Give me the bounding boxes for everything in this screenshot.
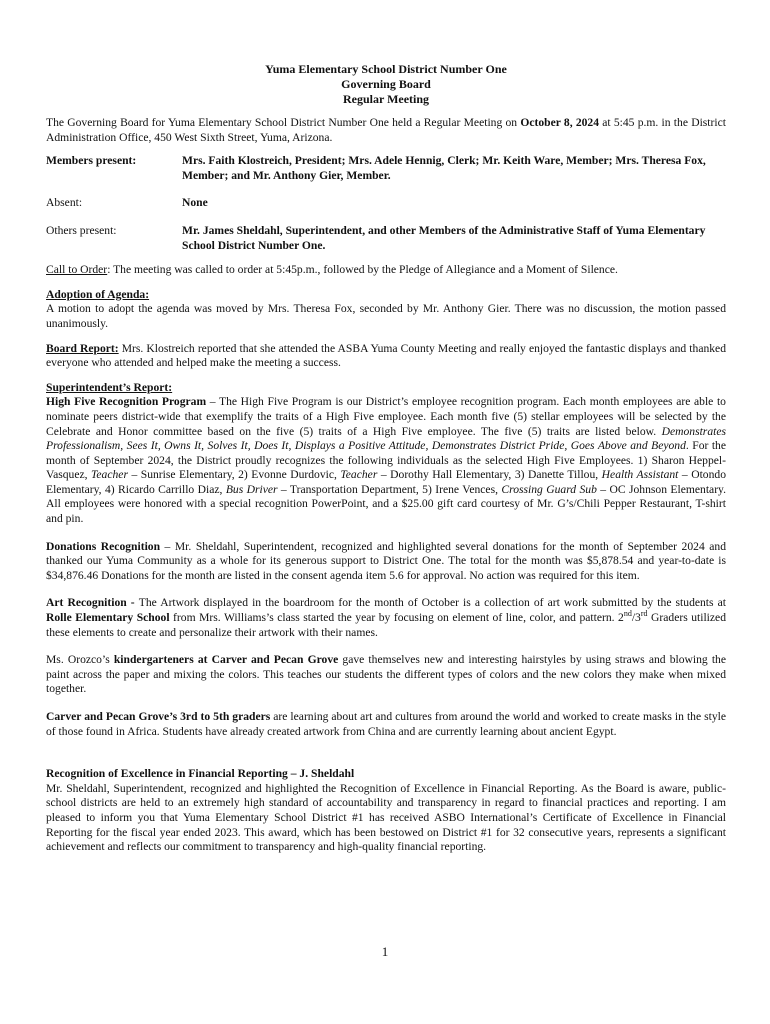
absent-row <box>46 196 726 211</box>
donations-paragraph <box>46 540 726 584</box>
high-five-title: High Five Recognition Program <box>46 395 207 409</box>
employee-role: Teacher <box>340 468 378 482</box>
art-paragraph <box>46 596 726 640</box>
board-report <box>46 342 726 371</box>
board-report-heading: Board Report: <box>46 341 119 355</box>
kindergarten-paragraph <box>46 653 726 697</box>
intro-paragraph <box>46 116 726 145</box>
absent-label: Absent: <box>46 196 83 210</box>
others-present-row <box>46 224 726 253</box>
adoption-text: A motion to adopt the agenda was moved by Mrs. Theresa Fox, seconded by Mr. Anthony Gier. There was no discussion, the motion passed unanimously. <box>46 302 726 330</box>
employee-role: Crossing Guard Sub <box>501 482 597 496</box>
adoption-section <box>46 288 726 332</box>
meeting-date: October 8, 2024 <box>520 116 600 129</box>
financial-section <box>46 767 726 855</box>
high-five-traits: Demonstrates Professionalism, Sees It, Owns It, Solves It, Does It, Displays a Positive Attitude, Demonstrates District Pride, Goes Above and Beyond <box>46 424 726 453</box>
art-text: The Artwork displayed in the boardroom for the month of October is a collection of art work submitted by the students at <box>138 596 726 610</box>
others-present-label: Others present: <box>46 223 117 237</box>
employee-role: Health Assistant <box>601 468 679 482</box>
district-name: Yuma Elementary School District Number One <box>265 62 507 76</box>
employee-role: Teacher <box>91 468 128 482</box>
art-title: Art Recognition - <box>46 596 139 610</box>
high-five-paragraph <box>46 395 726 526</box>
board-report-text: Mrs. Klostreich reported that she attended the ASBA Yuma County Meeting and really enjoyed the fantastic displays and thanked everyone who attended and helped make the meeting a success. <box>46 341 727 370</box>
kinder-highlight: kindergarteners at Carver and Pecan Grove <box>113 653 339 667</box>
superintendent-heading: Superintendent’s Report: <box>46 380 173 394</box>
art-text: /3 <box>631 611 641 625</box>
art-school: Rolle Elementary School <box>46 611 170 625</box>
board-name: Governing Board <box>341 77 431 91</box>
intro-location: at 5:45 p.m. in the District Administration Office, 450 West Sixth Street, Yuma, Arizona. <box>46 116 726 144</box>
intro-text: The Governing Board for Yuma Elementary School District Number One held a Regular Meeting on <box>46 116 521 129</box>
call-to-order <box>46 263 726 278</box>
superscript: nd <box>623 609 632 619</box>
art-text: Graders utilized these elements to create and personalize their artwork with their names. <box>46 611 726 639</box>
absent-value: None <box>182 196 208 210</box>
high-five-text: – Sunrise Elementary, 2) Evonne Durdovic, <box>127 468 341 482</box>
superintendent-section <box>46 381 726 527</box>
high-five-text: – The High Five Program is our District’s employee recognition program. Each month employees are able to nominate peers district-wide that exemplify the traits of a High Five employee. Each month five (5) stellar employees will be selected by the Celebrate and Honor committee based on the five (5) traits of a High Five employee. The five (5) traits are listed below. <box>46 395 726 438</box>
page-number: 1 <box>381 944 389 959</box>
graders-highlight: Carver and Pecan Grove’s 3rd to 5th graders <box>46 710 271 723</box>
high-five-text: – Dorothy Hall Elementary, 3) Danette Tillou, <box>377 468 602 482</box>
donations-title: Donations Recognition <box>46 539 161 553</box>
meeting-type: Regular Meeting <box>342 92 430 106</box>
employee-role: Bus Driver <box>225 482 278 496</box>
members-present-label: Members present: <box>46 154 137 168</box>
art-text: from Mrs. Williams’s class started the year by focusing on element of line, color, and pattern. 2 <box>169 611 624 625</box>
document-page <box>46 62 726 855</box>
kinder-text: gave themselves new and interesting hairstyles by using straws and blowing the paint across the paper and mixing the colors. This teaches our students the different types of colors and the new colors they make when mixed together. <box>46 653 726 696</box>
call-to-order-heading: Call to Order <box>46 263 108 277</box>
members-present-value: Mrs. Faith Klostreich, President; Mrs. Adele Hennig, Clerk; Mr. Keith Ware, Member; Mrs. Theresa Fox, Member; and Mr. Anthony Gier, Member. <box>182 154 706 182</box>
graders-text: are learning about art and cultures from around the world and worked to create masks in the style of those found in Africa. Students have already created artwork from China and are currently learning about ancient Egypt. <box>46 710 727 738</box>
kinder-text: Ms. Orozco’s <box>46 653 114 667</box>
high-five-text: – OC Johnson Elementary. All employees were honored with a special recognition PowerPoint, and a $25.00 gift card courtesy of Mr. G’s/Chili Pepper Restaurant, T-shirt and pin. <box>46 482 726 526</box>
financial-heading: Recognition of Excellence in Financial Reporting – J. Sheldahl <box>46 767 355 781</box>
financial-text: Mr. Sheldahl, Superintendent, recognized and highlighted the Recognition of Excellence in Financial Reporting. As the Board is aware, public-school districts are held to an extremely high standard of accountability and transparency in regard to financial practices and reporting. I am pleased to inform you that Yuma Elementary School District #1 has received ASBO International’s Certificate of Excellence in Financial Reporting for the fiscal year ended 2023. This award, which has been bestowed on District #1 for 32 consecutive years, represents a significant achievement and reflects our commitment to transparency and high-quality financial reporting. <box>46 781 726 854</box>
others-present-value: Mr. James Sheldahl, Superintendent, and other Members of the Administrative Staff of Yuma Elementary School District Number One. <box>182 223 706 252</box>
members-present-row <box>46 154 726 183</box>
high-five-text: – Otondo Elementary, 4) Ricardo Carrillo Diaz, <box>46 468 726 496</box>
high-five-text: . For the month of September 2024, the District proudly recognizes the following individuals as the selected High Five Employees. 1) Sharon Heppel-Vasquez, <box>46 439 727 482</box>
graders-paragraph <box>46 710 726 739</box>
superscript: rd <box>640 609 648 619</box>
high-five-text: – Transportation Department, 5) Irene Vences, <box>277 482 502 496</box>
donations-text: – Mr. Sheldahl, Superintendent, recognized and highlighted several donations for the month of September 2024 and thanked our Yuma Community as a whole for its generous support to District One. The total for the month was $5,878.54 and year-to-date is $34,876.46 Donations for the month are listed in the consent agenda item 5.6 for approval. No action was required for this item. <box>46 539 726 582</box>
call-to-order-text: : The meeting was called to order at 5:45p.m., followed by the Pledge of Allegiance and a Moment of Silence. <box>107 263 618 277</box>
document-header <box>46 62 726 107</box>
adoption-heading: Adoption of Agenda: <box>46 287 150 301</box>
